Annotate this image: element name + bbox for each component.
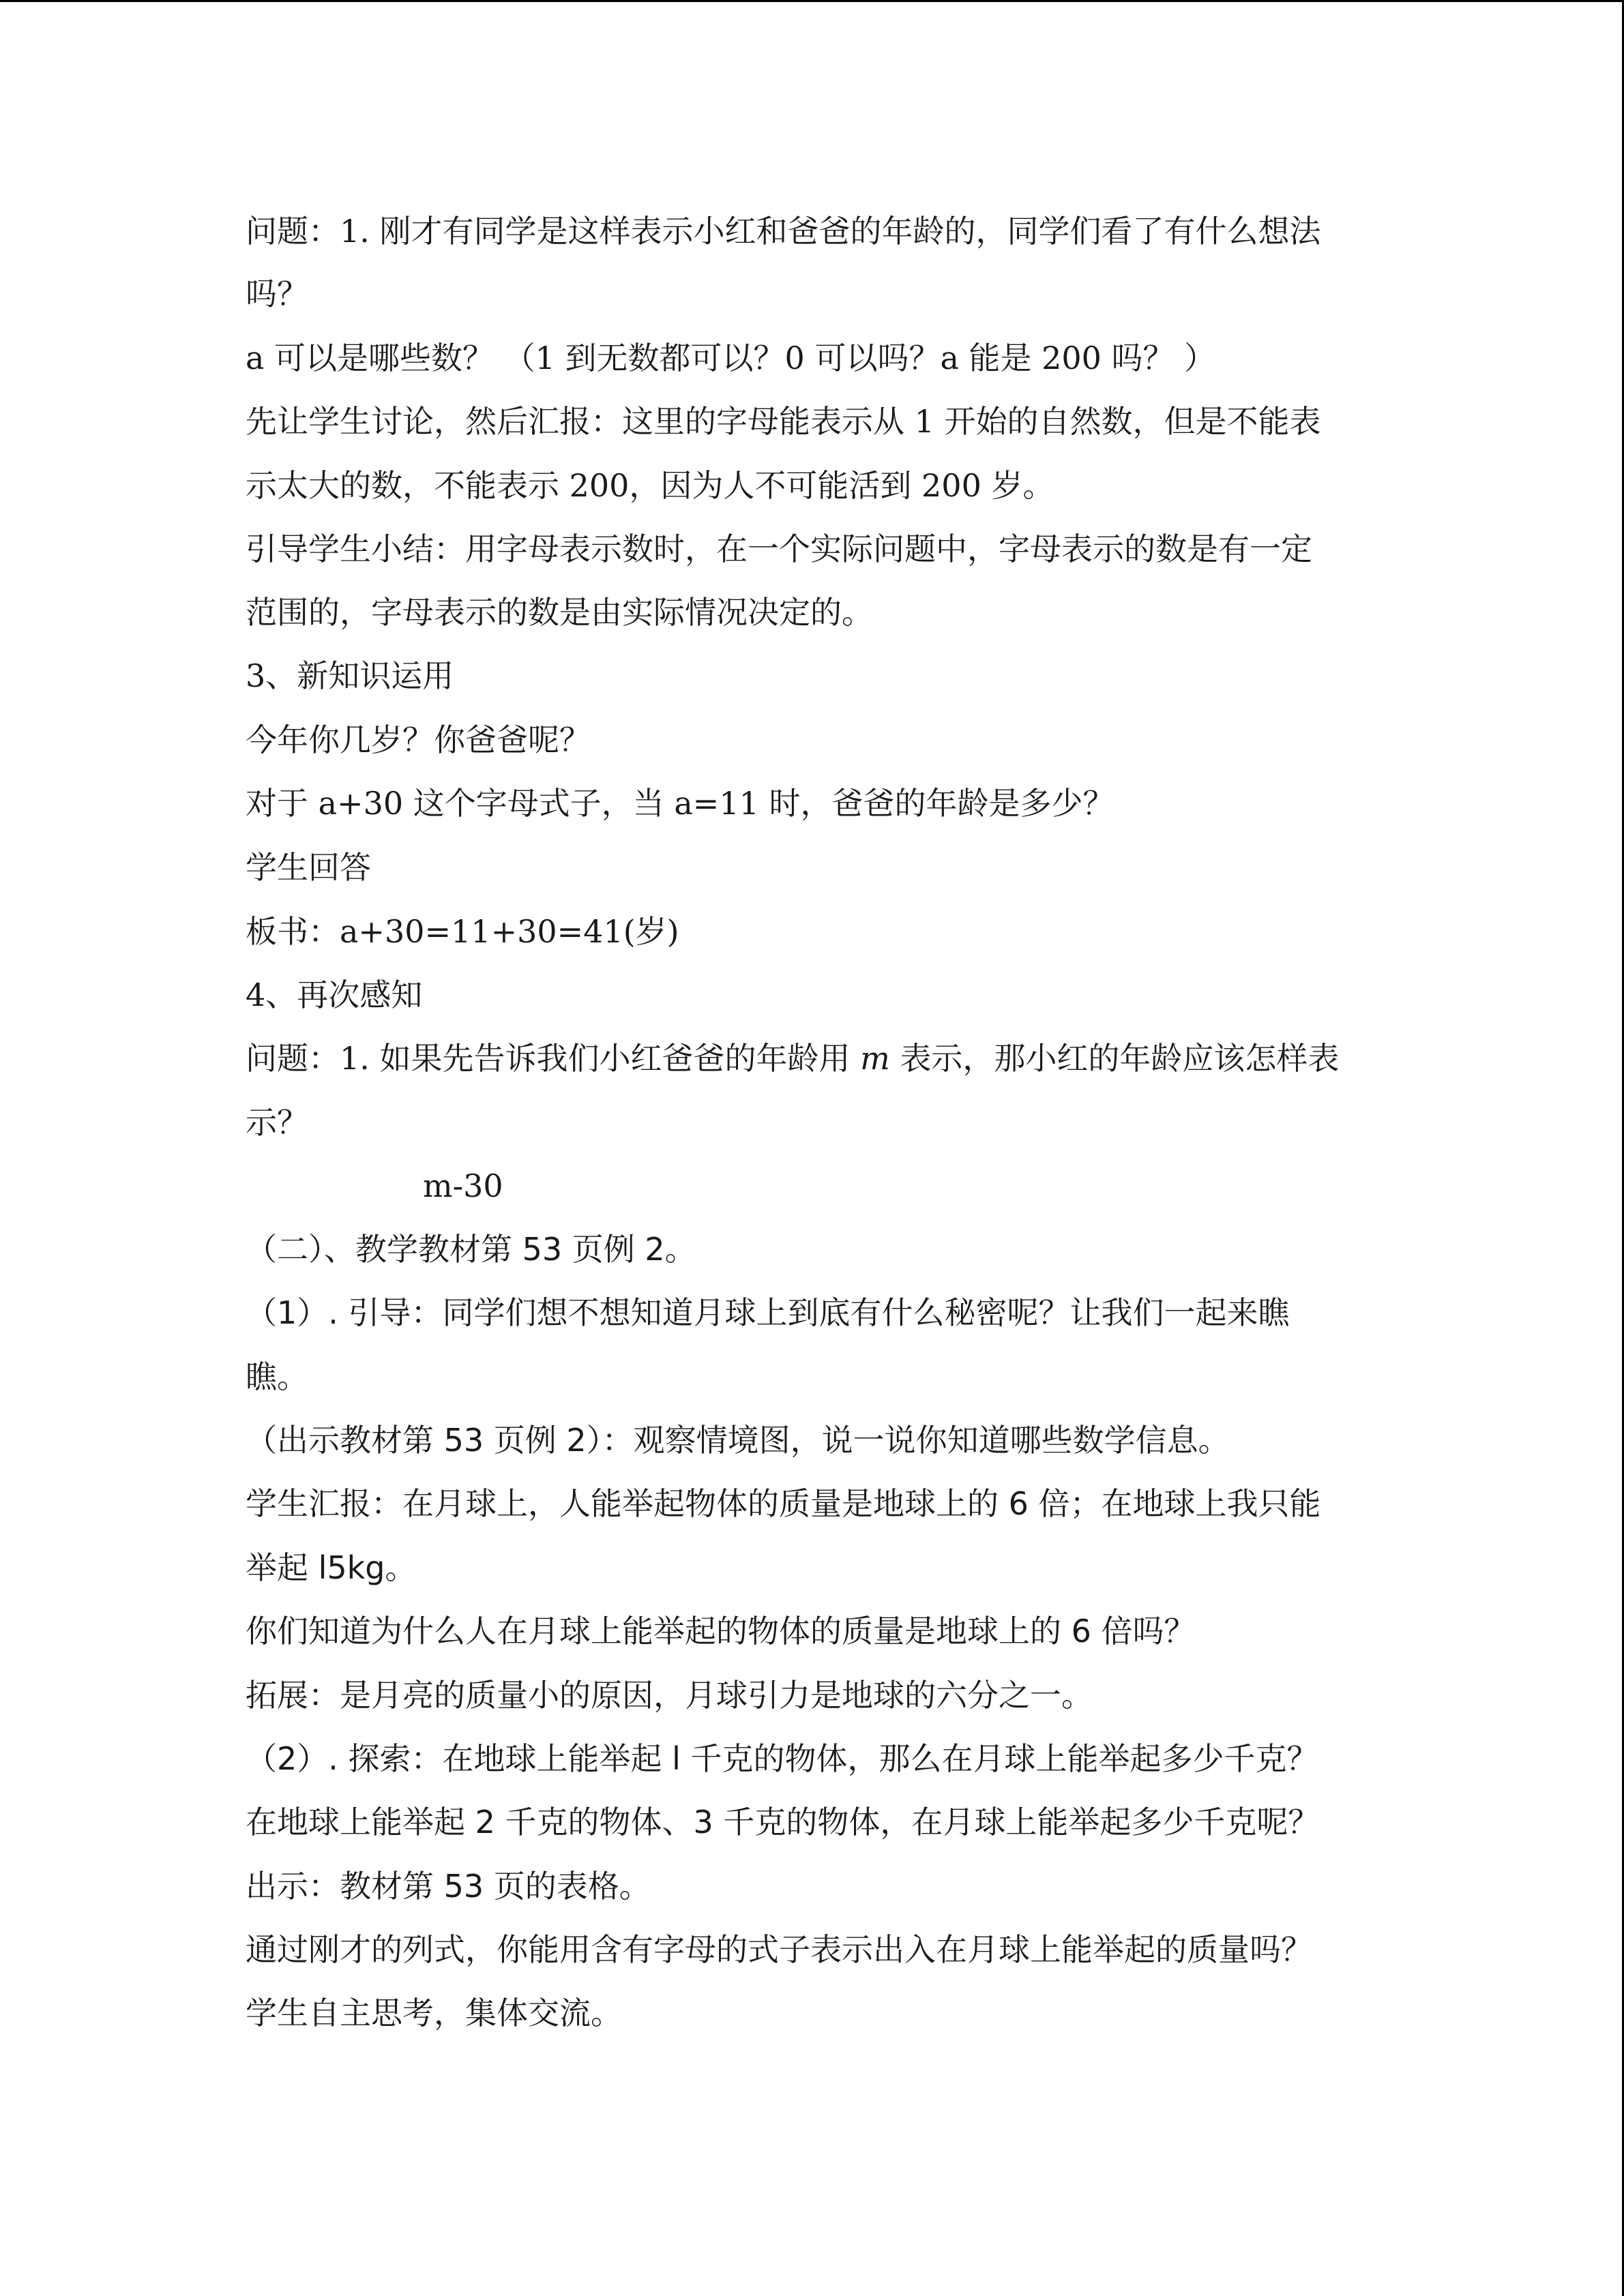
paragraph-line: 范围的，字母表示的数是由实际情况决定的。 — [246, 594, 873, 631]
paragraph-line: 学生回答 — [246, 849, 371, 886]
paragraph-line: 学生汇报：在月球上，人能举起物体的质量是地球上的 6 倍；在地球上我只能 — [246, 1485, 1321, 1522]
section-heading: 4、再次感知 — [246, 976, 423, 1013]
paragraph-line: 出示：教材第 53 页的表格。 — [246, 1868, 651, 1905]
paragraph-line: 举起 l5kg。 — [246, 1549, 417, 1586]
paragraph-line: （2）. 探索：在地球上能举起 l 千克的物体，那么在月球上能举起多少千克？ — [246, 1740, 1318, 1777]
line-text-end: 表示，那小红的年龄应该怎样表 — [889, 1040, 1340, 1077]
paragraph-line: 问题：1. 刚才有同学是这样表示小红和爸爸的年龄的，同学们看了有什么想法 — [246, 213, 1321, 250]
paragraph-line: 通过刚才的列式，你能用含有字母的式子表示出入在月球上能举起的质量吗？ — [246, 1931, 1312, 1968]
paragraph-line: 示？ — [246, 1104, 308, 1141]
paragraph-line: 在地球上能举起 2 千克的物体、3 千克的物体，在月球上能举起多少千克呢？ — [246, 1804, 1320, 1840]
paragraph-line: 引导学生小结：用字母表示数时，在一个实际问题中，字母表示的数是有一定 — [246, 531, 1312, 567]
paragraph-line: （出示教材第 53 页例 2）：观察情境图，说一说你知道哪些数学信息。 — [246, 1422, 1230, 1459]
paragraph-line: （1）. 引导：同学们想不想知道月球上到底有什么秘密呢？让我们一起来瞧 — [246, 1294, 1290, 1331]
math-variable: m — [860, 1040, 890, 1077]
expression-line: m-30 — [423, 1167, 503, 1204]
paragraph-line: 学生自主思考，集体交流。 — [246, 1995, 622, 2031]
section-heading: 3、新知识运用 — [246, 657, 454, 694]
board-writing-line: 板书：a+30=11+30=41(岁) — [246, 913, 679, 950]
paragraph-line: 示太大的数，不能表示 200，因为人不可能活到 200 岁。 — [246, 467, 1054, 504]
paragraph-line: 你们知道为什么人在月球上能举起的物体的质量是地球上的 6 倍吗？ — [246, 1613, 1196, 1650]
paragraph-line: 拓展：是月亮的质量小的原因，月球引力是地球的六分之一。 — [246, 1677, 1093, 1714]
paragraph-line: 今年你几岁？你爸爸呢？ — [246, 721, 591, 758]
paragraph-line: a 可以是哪些数？ （1 到无数都可以？0 可以吗？a 能是 200 吗？ ） — [246, 340, 1216, 376]
paragraph-line: 对于 a+30 这个字母式子，当 a=11 时，爸爸的年龄是多少？ — [246, 785, 1114, 822]
paragraph-line: 瞧。 — [246, 1358, 308, 1395]
line-text-start: 问题：1. 如果先告诉我们小红爸爸的年龄用 — [246, 1040, 861, 1077]
section-heading: （二）、教学教材第 53 页例 2。 — [246, 1231, 696, 1268]
paragraph-line — [246, 1038, 1391, 1079]
paragraph-line: 吗？ — [246, 275, 308, 312]
paragraph-line: 先让学生讨论，然后汇报：这里的字母能表示从 1 开始的自然数，但是不能表 — [246, 403, 1321, 440]
